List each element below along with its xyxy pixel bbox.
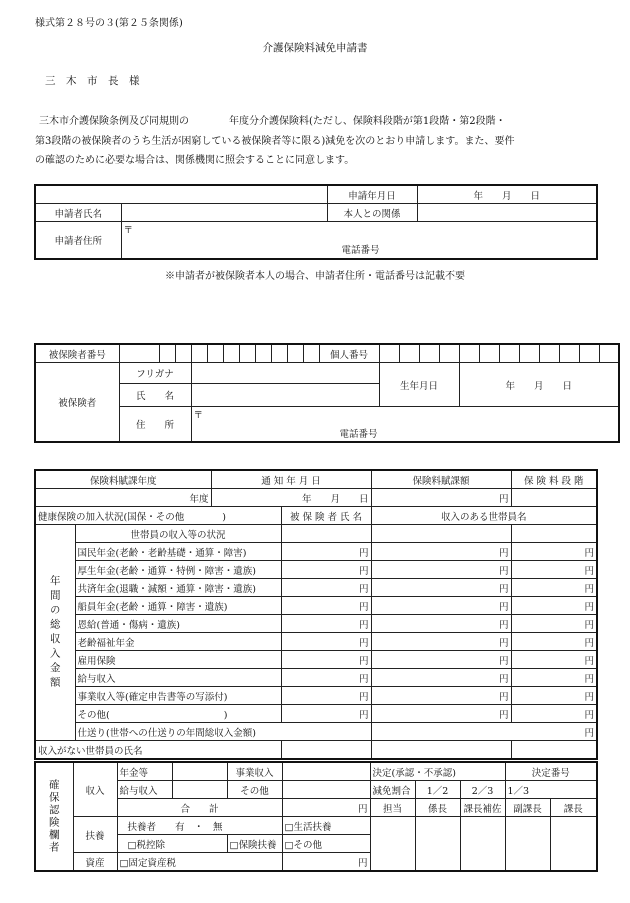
applicant-table [34, 184, 598, 260]
personal-number-cell[interactable] [539, 344, 559, 363]
income-row-label: 船員年金(老齢・通算・障害・遺族) [75, 597, 281, 615]
role-fuku-kacho: 副課長 [505, 799, 550, 817]
decision-label: 決定(承認・不承認) [370, 762, 505, 781]
income-row-label: 事業収入等(確定申告書等の写添付) [75, 687, 281, 705]
personal-number-cell[interactable] [439, 344, 459, 363]
income-cell[interactable]: 円 [281, 705, 371, 723]
welfare-dependent-checkbox[interactable]: □生活扶養 [282, 817, 370, 835]
furigana-label: フリガナ [119, 363, 191, 384]
income-cell[interactable]: 円 [281, 561, 371, 579]
no-income-member-field[interactable] [281, 741, 371, 760]
stamp-fuku-kacho[interactable] [505, 817, 550, 872]
income-row-label: 雇用保険 [75, 651, 281, 669]
income-cell[interactable]: 円 [371, 669, 511, 687]
personal-number-cell[interactable] [499, 344, 519, 363]
income-cell[interactable]: 円 [371, 651, 511, 669]
income-cell[interactable]: 円 [371, 705, 511, 723]
role-kacho-hosa: 課長補佐 [460, 799, 505, 817]
birth-date-label: 生年月日 [379, 363, 459, 407]
fixed-asset-tax-checkbox[interactable]: □固定資産税 [117, 853, 282, 872]
role-kacho: 課長 [550, 799, 597, 817]
income-total-field[interactable]: 円 [282, 799, 370, 817]
income-row-label: 老齢福祉年金 [75, 633, 281, 651]
decision-number-label: 決定番号 [505, 762, 597, 781]
tax-deduction-checkbox[interactable]: □税控除 [117, 835, 227, 853]
dependent-section-label: 扶養 [73, 817, 117, 853]
intro-line-1: 三木市介護保険条例及び同規則の 年度分介護保険料(ただし、保険料段階が第1段階・第2段階・ [39, 116, 506, 127]
income-cell[interactable]: 円 [281, 597, 371, 615]
insured-phone-label: 電話番号 [339, 429, 378, 440]
personal-number-cell[interactable] [599, 344, 619, 363]
income-cell[interactable]: 円 [511, 633, 597, 651]
income-cell[interactable]: 円 [371, 579, 511, 597]
income-cell[interactable]: 円 [281, 633, 371, 651]
notice-date-label: 通 知 年 月 日 [211, 470, 371, 489]
insured-number-cell[interactable] [223, 344, 239, 363]
income-cell[interactable]: 円 [511, 579, 597, 597]
reduction-ratio-half[interactable]: 1／2 [415, 781, 460, 799]
income-row-label: 厚生年金(老齢・通算・特例・障害・遺族) [75, 561, 281, 579]
application-date-field[interactable]: 年 月 日 [417, 185, 597, 204]
relation-label: 本人との関係 [327, 204, 417, 222]
household-member-name-2[interactable] [511, 525, 597, 543]
household-income-column: 収入のある世帯員名 [371, 507, 597, 525]
personal-number-cell[interactable] [519, 344, 539, 363]
confirmation-table [34, 761, 598, 872]
stamp-kakaricho[interactable] [415, 817, 460, 872]
income-status-header: 世帯員の収入等の状況 [75, 525, 281, 543]
personal-number-cell[interactable] [479, 344, 499, 363]
household-member-name-1[interactable] [371, 525, 511, 543]
furigana-field[interactable] [191, 363, 379, 384]
insured-address-label: 住 所 [119, 407, 191, 443]
insured-number-cell[interactable] [271, 344, 287, 363]
income-row-label: 国民年金(老齢・老齢基礎・通算・障害) [75, 543, 281, 561]
applicant-address-field[interactable] [121, 222, 597, 260]
income-cell[interactable]: 円 [511, 669, 597, 687]
premium-amount-field[interactable]: 円 [371, 489, 511, 507]
insured-number-cell[interactable] [175, 344, 191, 363]
income-cell[interactable]: 円 [281, 669, 371, 687]
personal-number-cell[interactable] [559, 344, 579, 363]
relation-field[interactable] [417, 204, 597, 222]
income-cell[interactable]: 円 [281, 579, 371, 597]
income-cell[interactable]: 円 [511, 687, 597, 705]
income-cell[interactable]: 円 [511, 651, 597, 669]
insured-number-cell[interactable] [207, 344, 223, 363]
personal-number-cell[interactable] [379, 344, 399, 363]
insured-number-cell[interactable] [191, 344, 207, 363]
income-cell[interactable]: 円 [371, 615, 511, 633]
other-income-label: その他 [227, 781, 282, 799]
remittance-field[interactable]: 円 [371, 723, 597, 741]
insurance-dependent-checkbox[interactable]: □保険扶養 [227, 835, 282, 853]
role-tanto: 担当 [370, 799, 415, 817]
confirmation-side-label: 確保認険欄者 [35, 762, 73, 871]
applicant-address-label: 申請者住所 [35, 222, 121, 260]
postal-mark: 〒 [193, 410, 204, 421]
pension-label: 年金等 [117, 762, 172, 781]
insured-number-cell[interactable] [303, 344, 319, 363]
business-income-label: 事業収入 [227, 762, 282, 781]
other-income-field[interactable] [282, 781, 370, 799]
income-row-label: 恩給(普通・傷病・遺族) [75, 615, 281, 633]
form-title: 介護保険料減免申請書 [262, 42, 368, 54]
insured-number-label: 被保険者番号 [35, 344, 119, 363]
premium-stage-field[interactable] [511, 489, 597, 507]
personal-number-cell[interactable] [459, 344, 479, 363]
postal-mark: 〒 [123, 225, 134, 236]
insured-name-label: 氏 名 [119, 384, 191, 407]
personal-number-cell[interactable] [419, 344, 439, 363]
reduction-ratio-label: 減免割合 [370, 781, 415, 799]
income-row-label: 共済年金(退職・減額・通算・障害・遺族) [75, 579, 281, 597]
health-insurance-status: 健康保険の加入状況(国保・その他 ) [35, 507, 281, 525]
annual-income-side-label: 年間の総収入金額 [35, 525, 75, 741]
income-cell[interactable]: 円 [281, 543, 371, 561]
applicant-name-field[interactable] [121, 204, 327, 222]
income-cell[interactable]: 円 [511, 561, 597, 579]
business-income-field[interactable] [282, 762, 370, 781]
personal-number-cell[interactable] [399, 344, 419, 363]
form-number: 様式第２８号の３(第２５条関係) [35, 18, 183, 29]
remittance-label: 仕送り(世帯への仕送りの年間総収入金額) [75, 723, 371, 741]
stamp-tanto[interactable] [370, 817, 415, 872]
insured-name-column: 被 保 険 者 氏 名 [281, 507, 371, 525]
income-cell[interactable]: 円 [371, 543, 511, 561]
assets-section-label: 資産 [73, 853, 117, 872]
income-cell[interactable]: 円 [281, 687, 371, 705]
fixed-asset-tax-field[interactable]: 円 [282, 853, 370, 872]
birth-date-field[interactable]: 年 月 日 [459, 363, 619, 407]
personal-number-cell[interactable] [579, 344, 599, 363]
income-row-label: その他( ) [75, 705, 281, 723]
premium-year-label: 保険料賦課年度 [35, 470, 211, 489]
no-income-member-field[interactable] [511, 741, 597, 760]
income-cell[interactable]: 円 [281, 651, 371, 669]
no-income-member-label: 収入がない世帯員の氏名 [35, 741, 281, 760]
insured-number-cell[interactable] [159, 344, 175, 363]
reduction-ratio-two-thirds[interactable]: 2／3 [460, 781, 505, 799]
dependent-yes-no[interactable]: 扶養者 有 ・ 無 [117, 817, 282, 835]
income-table [34, 469, 598, 760]
applicant-phone-label: 電話番号 [341, 245, 380, 256]
income-cell[interactable]: 円 [511, 543, 597, 561]
income-cell[interactable]: 円 [371, 561, 511, 579]
role-kakaricho: 係長 [415, 799, 460, 817]
addressee: 三 木 市 長 様 [45, 75, 140, 87]
salary-income-label: 給与収入 [117, 781, 172, 799]
insured-name-field[interactable] [281, 525, 371, 543]
stamp-kacho[interactable] [550, 817, 597, 872]
income-cell[interactable]: 円 [511, 615, 597, 633]
premium-year-field[interactable]: 年度 [35, 489, 211, 507]
salary-income-field[interactable] [172, 781, 227, 799]
income-cell[interactable]: 円 [281, 615, 371, 633]
premium-amount-label: 保険料賦課額 [371, 470, 511, 489]
insured-table [34, 343, 620, 443]
income-cell[interactable]: 円 [511, 597, 597, 615]
income-total-label: 合 計 [117, 799, 282, 817]
insured-number-cell[interactable] [287, 344, 303, 363]
income-cell[interactable]: 円 [371, 633, 511, 651]
stamp-kacho-hosa[interactable] [460, 817, 505, 872]
intro-line-3: の確認のために必要な場合は、関係機関に照会することに同意します。 [35, 155, 355, 166]
insured-address-field[interactable] [191, 407, 619, 443]
reduction-ratio-one-third[interactable]: 1／3 [505, 781, 597, 799]
insured-section-label: 被保険者 [35, 363, 119, 443]
insured-name-field[interactable] [191, 384, 379, 407]
income-row-label: 給与収入 [75, 669, 281, 687]
other-dependent-checkbox[interactable]: □その他 [282, 835, 370, 853]
intro-line-2: 第3段階の被保険者のうち生活が困窮している被保険者等に限る)減免を次のとおり申請します。また、要件 [35, 136, 515, 147]
personal-number-label: 個人番号 [319, 344, 379, 363]
income-cell[interactable]: 円 [511, 705, 597, 723]
applicant-note: ※申請者が被保険者本人の場合、申請者住所・電話番号は記載不要 [165, 271, 465, 282]
pension-field[interactable] [172, 762, 227, 781]
insured-number-cell[interactable] [255, 344, 271, 363]
application-date-label: 申請年月日 [327, 185, 417, 204]
income-cell[interactable]: 円 [371, 597, 511, 615]
insured-number-cell[interactable] [239, 344, 255, 363]
notice-date-field[interactable]: 年 月 日 [211, 489, 371, 507]
applicant-name-label: 申請者氏名 [35, 204, 121, 222]
income-cell[interactable]: 円 [371, 687, 511, 705]
premium-stage-label: 保 険 料 段 階 [511, 470, 597, 489]
insured-number-cell[interactable] [119, 344, 159, 363]
no-income-member-field[interactable] [371, 741, 511, 760]
income-section-label: 収入 [73, 762, 117, 817]
